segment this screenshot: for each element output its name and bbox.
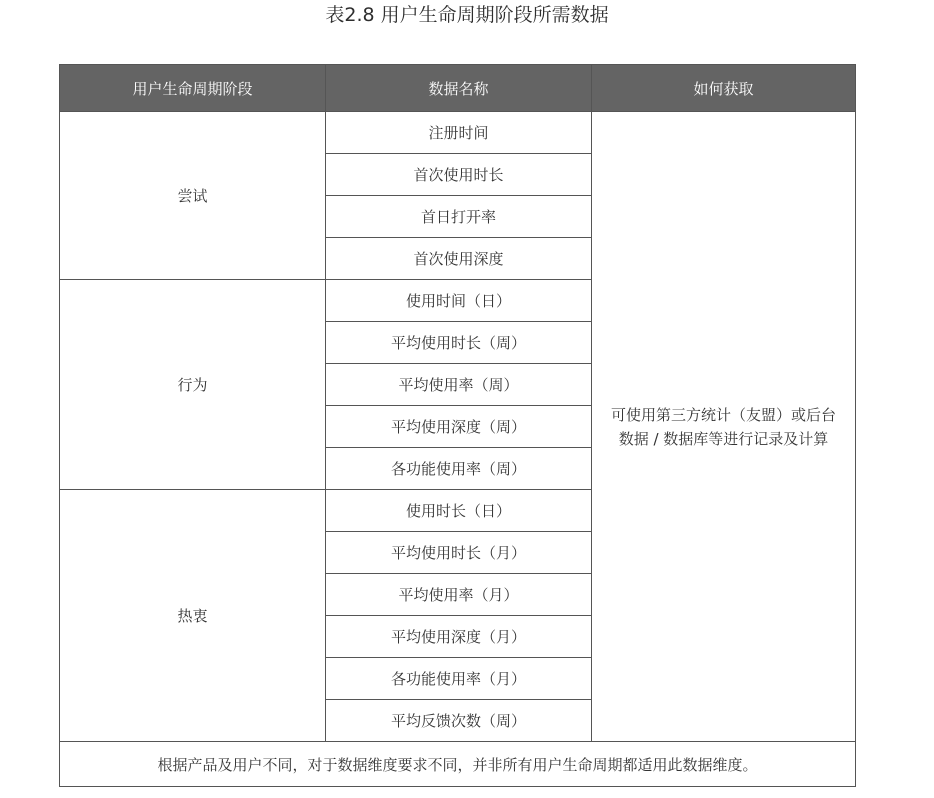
header-data-name: 数据名称 [326,65,592,112]
header-method: 如何获取 [592,65,856,112]
data-item-cell: 首次使用时长 [326,154,592,196]
stage-cell-trial: 尝试 [60,112,326,280]
data-item-cell: 平均使用时长（周） [326,322,592,364]
table-note: 根据产品及用户不同，对于数据维度要求不同，并非所有用户生命周期都适用此数据维度。 [60,742,856,787]
data-item-cell: 平均使用时长（月） [326,532,592,574]
method-cell [592,112,856,742]
data-item-cell: 使用时间（日） [326,280,592,322]
data-item-cell: 平均使用率（月） [326,574,592,616]
table-caption: 表2.8 用户生命周期阶段所需数据 [325,4,609,26]
data-item-cell: 使用时长（日） [326,490,592,532]
stage-cell-behavior: 行为 [60,280,326,490]
data-item-cell: 平均使用深度（月） [326,616,592,658]
note-row [60,742,856,787]
lifecycle-data-table [59,64,856,787]
data-item-cell: 平均使用率（周） [326,364,592,406]
table-header-row [60,65,856,112]
data-item-cell: 平均反馈次数（周） [326,700,592,742]
method-text-line2: 数据 / 数据库等进行记录及计算 [618,429,829,448]
data-item-cell: 首日打开率 [326,196,592,238]
header-stage: 用户生命周期阶段 [60,65,326,112]
stage-cell-enthusiast: 热衷 [60,490,326,742]
data-item-cell: 平均使用深度（周） [326,406,592,448]
data-item-cell: 各功能使用率（月） [326,658,592,700]
data-item-cell: 首次使用深度 [326,238,592,280]
data-item-cell: 各功能使用率（周） [326,448,592,490]
method-text-line1: 可使用第三方统计（友盟）或后台 [610,405,836,424]
table-row [60,112,856,154]
data-item-cell: 注册时间 [326,112,592,154]
